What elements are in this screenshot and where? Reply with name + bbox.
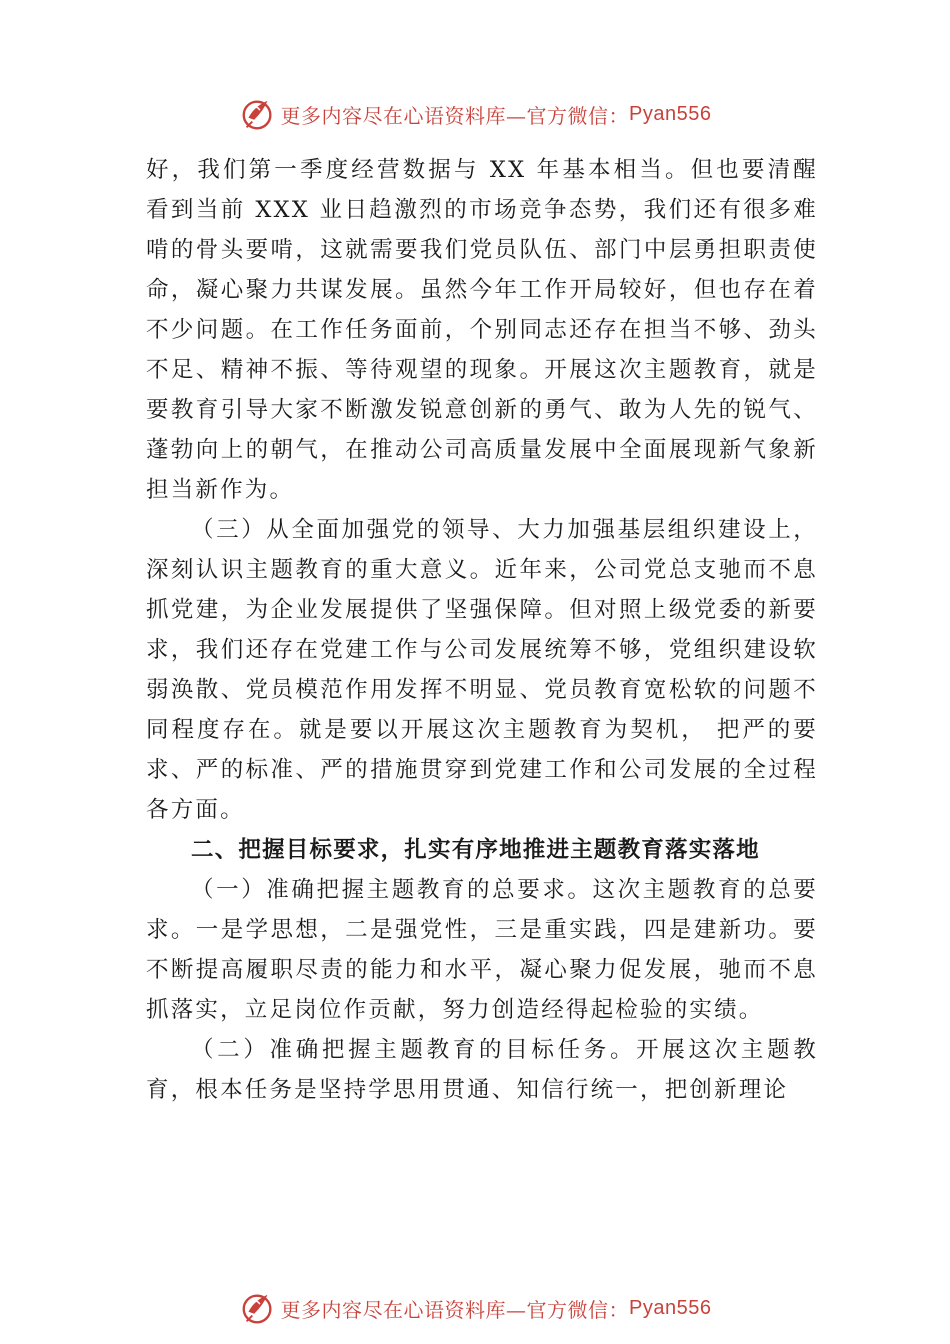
- section-heading: 二、把握目标要求，扎实有序地推进主题教育落实落地: [191, 837, 760, 863]
- paragraph-4: （二）准确把握主题教育的目标任务。开展这次主题教育，根本任务是坚持学思用贯通、知信行统一，把创新理论: [146, 1037, 818, 1103]
- banner-brand-text: 更多内容尽在心语资料库—官方微信：: [280, 1297, 630, 1322]
- paragraph-1: 好，我们第一季度经营数据与 XX 年基本相当。但也要清醒看到当前 XXX 业日趋激烈的市场竞争态势，我们还有很多难啃的骨头要啃，这就需要我们党员队伍、部门中层勇担职责使命，凝心聚力共谋发展。虽然今年工作开局较好，但也存在着不少问题。在工作任务面前，个别同志还存在担当不够、劲头不足、精神不振、等待观望的现象。开展这次主题教育，就是要教育引导大家不断激发锐意创新的勇气、敢为人先的锐气、蓬勃向上的朝气，在推动公司高质量发展中全面展现新气象新担当新作为。: [146, 157, 818, 503]
- document-body: [146, 150, 818, 1110]
- paragraph-3: （一）准确把握主题教育的总要求。这次主题教育的总要求。一是学思想，二是强党性，三是重实践，四是建新功。要不断提高履职尽责的能力和水平，凝心聚力促发展，驰而不息抓落实，立足岗位作贡献，努力创造经得起检验的实绩。: [146, 877, 818, 1023]
- banner-contact-id: Pyan556: [629, 102, 712, 125]
- footer-banner: [0, 1286, 950, 1330]
- banner-brand-text: 更多内容尽在心语资料库—官方微信：: [280, 103, 630, 128]
- header-banner: [0, 92, 950, 136]
- banner-contact-id: Pyan556: [629, 1296, 712, 1319]
- quill-logo-icon: [239, 1289, 277, 1327]
- quill-logo-icon: [239, 95, 277, 133]
- paragraph-2: （三）从全面加强党的领导、大力加强基层组织建设上，深刻认识主题教育的重大意义。近年来，公司党总支驰而不息抓党建，为企业发展提供了坚强保障。但对照上级党委的新要求，我们还存在党建工作与公司发展统筹不够，党组织建设软弱涣散、党员模范作用发挥不明显、党员教育宽松软的问题不同程度存在。就是要以开展这次主题教育为契机， 把严的要求、严的标准、严的措施贯穿到党建工作和公司发展的全过程各方面。: [146, 517, 818, 823]
